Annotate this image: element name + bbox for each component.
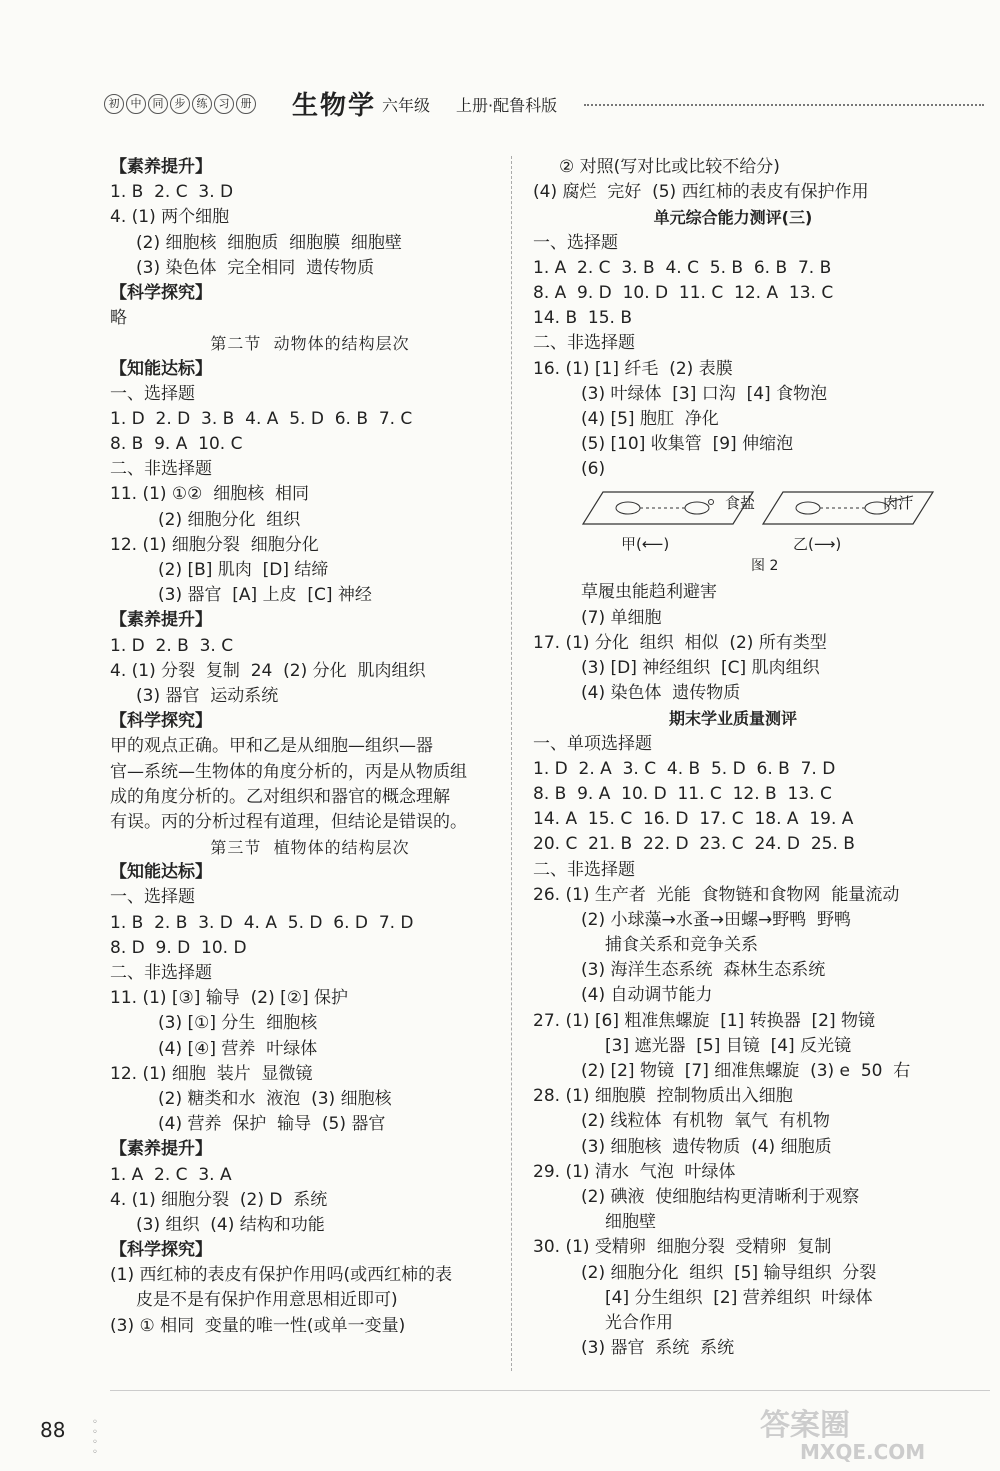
answer-line: (1) 西红柿的表皮有保护作用吗(或西红柿的表 — [110, 1265, 453, 1286]
answer-line: 4. (1) 细胞分裂 (2) D 系统 — [110, 1189, 328, 1210]
jia-label: 甲(⟵) — [621, 535, 670, 554]
footer-rule — [110, 1390, 990, 1391]
answer-line: (3) 器官 系统 系统 — [581, 1338, 735, 1359]
section-heading: 【科学探究】 — [110, 282, 212, 303]
answer-line: 成的角度分析的。乙对组织和器官的概念理解 — [110, 786, 450, 807]
section-heading: 第二节 动物体的结构层次 — [210, 334, 410, 354]
answer-line: 有误。丙的分析过程有道理，但结论是错误的。 — [110, 811, 467, 832]
column-divider — [511, 156, 512, 1371]
answer-line: [4] 分生组织 [2] 营养组织 叶绿体 — [605, 1287, 873, 1308]
answer-line: (4) 染色体 遗传物质 — [581, 683, 741, 704]
answer-line: (3) 器官 运动系统 — [136, 685, 279, 706]
page-header — [0, 82, 1000, 132]
answer-line: (4) 营养 保护 输导 (5) 器官 — [158, 1114, 386, 1135]
series-char: 步 — [170, 94, 190, 114]
answer-line: 二、非选择题 — [533, 859, 635, 880]
answer-line: 27. (1) [6] 粗准焦螺旋 [1] 转换器 [2] 物镜 — [533, 1010, 875, 1031]
answer-line: 1. B 2. C 3. D — [110, 182, 234, 203]
answer-line: (3) 细胞核 遗传物质 (4) 细胞质 — [581, 1136, 832, 1157]
figure-caption: 图 2 — [751, 558, 779, 575]
answer-line: (2) 细胞分化 组织 [5] 输导组织 分裂 — [581, 1262, 877, 1283]
answer-line: 28. (1) 细胞膜 控制物质出入细胞 — [533, 1086, 793, 1107]
answer-line: 30. (1) 受精卵 细胞分裂 受精卵 复制 — [533, 1237, 832, 1258]
answer-line: (3) [①] 分生 细胞核 — [158, 1013, 318, 1034]
answer-line: (4) [5] 胞肛 净化 — [581, 408, 719, 429]
answer-line: 1. D 2. A 3. C 4. B 5. D 6. B 7. D — [533, 758, 836, 779]
figure-2 — [533, 482, 933, 580]
answer-line: (4) 腐烂 完好 (5) 西红柿的表皮有保护作用 — [533, 182, 869, 203]
series-char: 同 — [148, 94, 168, 114]
answer-line: (2) 细胞分化 组织 — [158, 509, 301, 530]
subject-title: 生物学 — [292, 91, 377, 121]
answer-line: 官—系统—生物体的角度分析的，丙是从物质组 — [110, 761, 467, 782]
answer-line: ② 对照(写对比或比较不给分) — [559, 157, 780, 177]
answer-line: 1. D 2. D 3. B 4. A 5. D 6. B 7. C — [110, 408, 413, 429]
answer-line: (3) 组织 (4) 结构和功能 — [136, 1214, 325, 1235]
left-column — [110, 155, 510, 1339]
answer-line: 草履虫能趋利避害 — [581, 582, 717, 603]
answer-line: (6) — [581, 459, 606, 480]
answer-line: (5) [10] 收集管 [9] 伸缩泡 — [581, 434, 794, 455]
header-dotted-rule — [584, 104, 984, 106]
answer-line: (4) 自动调节能力 — [581, 985, 713, 1006]
section-heading: 【素养提升】 — [110, 1139, 212, 1160]
section-heading: 【素养提升】 — [110, 610, 212, 631]
section-heading: 第三节 植物体的结构层次 — [210, 838, 410, 858]
answer-line: (2) [B] 肌肉 [D] 结缔 — [158, 560, 329, 580]
right-bottom-block — [533, 580, 933, 1361]
answer-line: 二、非选择题 — [110, 963, 212, 983]
answer-line: 一、选择题 — [110, 383, 195, 404]
answer-line: 8. B 9. A 10. C — [110, 434, 243, 455]
section-heading: 期末学业质量测评 — [668, 709, 797, 729]
answer-line: [3] 遮光器 [5] 目镜 [4] 反光镜 — [605, 1035, 852, 1056]
answer-line: (7) 单细胞 — [581, 607, 662, 628]
answer-line: 捕食关系和竞争关系 — [605, 935, 758, 956]
answer-line: 17. (1) 分化 组织 相似 (2) 所有类型 — [533, 632, 827, 653]
series-char: 习 — [214, 94, 234, 114]
answer-line: (3) 染色体 完全相同 遗传物质 — [136, 257, 375, 278]
section-heading: 【素养提升】 — [110, 157, 212, 177]
answer-line: 1. A 2. C 3. B 4. C 5. B 6. B 7. B — [533, 257, 832, 278]
answer-line: 29. (1) 清水 气泡 叶绿体 — [533, 1161, 736, 1182]
answer-line: (3) [D] 神经组织 [C] 肌肉组织 — [581, 658, 820, 678]
salt-label: 食盐 — [725, 494, 756, 513]
answer-line: 一、单项选择题 — [533, 733, 652, 754]
answer-line: 12. (1) 细胞 装片 显微镜 — [110, 1063, 313, 1084]
answer-line: 略 — [110, 308, 127, 329]
answer-line: 1. B 2. B 3. D 4. A 5. D 6. D 7. D — [110, 912, 414, 933]
section-heading: 【科学探究】 — [110, 711, 212, 732]
grade-label: 六年级 — [382, 96, 431, 115]
series-char: 册 — [236, 94, 256, 114]
answer-line: (2) [2] 物镜 [7] 细准焦螺旋 (3) e 50 右 — [581, 1061, 911, 1081]
answer-line: (4) [④] 营养 叶绿体 — [158, 1038, 318, 1059]
right-column — [533, 155, 933, 1361]
answer-line: 光合作用 — [605, 1312, 673, 1333]
answer-line: 1. A 2. C 3. A — [110, 1164, 232, 1185]
answer-line: 8. B 9. A 10. D 11. C 12. B 13. C — [533, 783, 832, 804]
page-number: 88 — [40, 1418, 66, 1442]
answer-line: 8. A 9. D 10. D 11. C 12. A 13. C — [533, 282, 834, 303]
answer-line: (2) 碘液 使细胞结构更清晰利于观察 — [581, 1186, 860, 1207]
answer-line: 14. A 15. C 16. D 17. C 18. A 19. A — [533, 809, 854, 830]
series-char: 初 — [104, 94, 124, 114]
answer-line: (2) 小球藻→水蚤→田螺→野鸭 野鸭 — [581, 909, 852, 930]
answer-line: (2) 糖类和水 液泡 (3) 细胞核 — [158, 1088, 392, 1109]
section-heading: 【科学探究】 — [110, 1240, 212, 1261]
section-heading: 【知能达标】 — [110, 862, 212, 883]
answer-line: 一、选择题 — [110, 887, 195, 908]
section-heading: 【知能达标】 — [110, 358, 212, 379]
answer-line: 皮是不是有保护作用意思相近即可) — [136, 1290, 398, 1311]
watermark-logo: 答案圈 — [760, 1408, 850, 1443]
answer-line: 8. D 9. D 10. D — [110, 937, 247, 958]
answer-line: 16. (1) [1] 纤毛 (2) 表膜 — [533, 358, 733, 379]
answer-line: 甲的观点正确。甲和乙是从细胞—组织—器 — [110, 736, 433, 757]
answer-line: (3) 器官 [A] 上皮 [C] 神经 — [158, 585, 372, 606]
right-top-block — [533, 155, 933, 482]
answer-line: 11. (1) [③] 输导 (2) [②] 保护 — [110, 988, 349, 1009]
answer-line: 二、非选择题 — [110, 459, 212, 480]
answer-line: 4. (1) 分裂 复制 24 (2) 分化 肌肉组织 — [110, 660, 426, 681]
answer-line: 11. (1) ①② 细胞核 相同 — [110, 484, 310, 505]
answer-line: 12. (1) 细胞分裂 细胞分化 — [110, 534, 319, 555]
answer-line: 1. D 2. B 3. C — [110, 635, 234, 656]
answer-line: 14. B 15. B — [533, 308, 633, 329]
answer-line: (2) 线粒体 有机物 氧气 有机物 — [581, 1111, 830, 1132]
answer-line: 一、选择题 — [533, 232, 618, 253]
watermark-url: MXQE.COM — [800, 1440, 926, 1464]
section-heading: 单元综合能力测评(三) — [653, 208, 813, 228]
answer-line: 26. (1) 生产者 光能 食物链和食物网 能量流动 — [533, 884, 900, 905]
answer-line: 4. (1) 两个细胞 — [110, 207, 230, 228]
answer-line: (3) 海洋生态系统 森林生态系统 — [581, 960, 826, 981]
volume-label: 上册·配鲁科版 — [456, 96, 558, 115]
series-title — [104, 94, 256, 114]
answer-line: (3) ① 相同 变量的唯一性(或单一变量) — [110, 1315, 406, 1336]
series-char: 练 — [192, 94, 212, 114]
meat-juice-label: 肉汁 — [883, 494, 914, 513]
answer-line: 20. C 21. B 22. D 23. C 24. D 25. B — [533, 834, 855, 855]
answer-line: (2) 细胞核 细胞质 细胞膜 细胞壁 — [136, 232, 402, 253]
answer-line: 细胞壁 — [605, 1212, 656, 1233]
answer-line: (3) 叶绿体 [3] 口沟 [4] 食物泡 — [581, 383, 828, 404]
series-char: 中 — [126, 94, 146, 114]
answer-line: 二、非选择题 — [533, 333, 635, 354]
footer-dots: ◦ ◦ ◦ ◦ — [92, 1417, 98, 1458]
yi-label: 乙(⟶) — [793, 535, 842, 554]
